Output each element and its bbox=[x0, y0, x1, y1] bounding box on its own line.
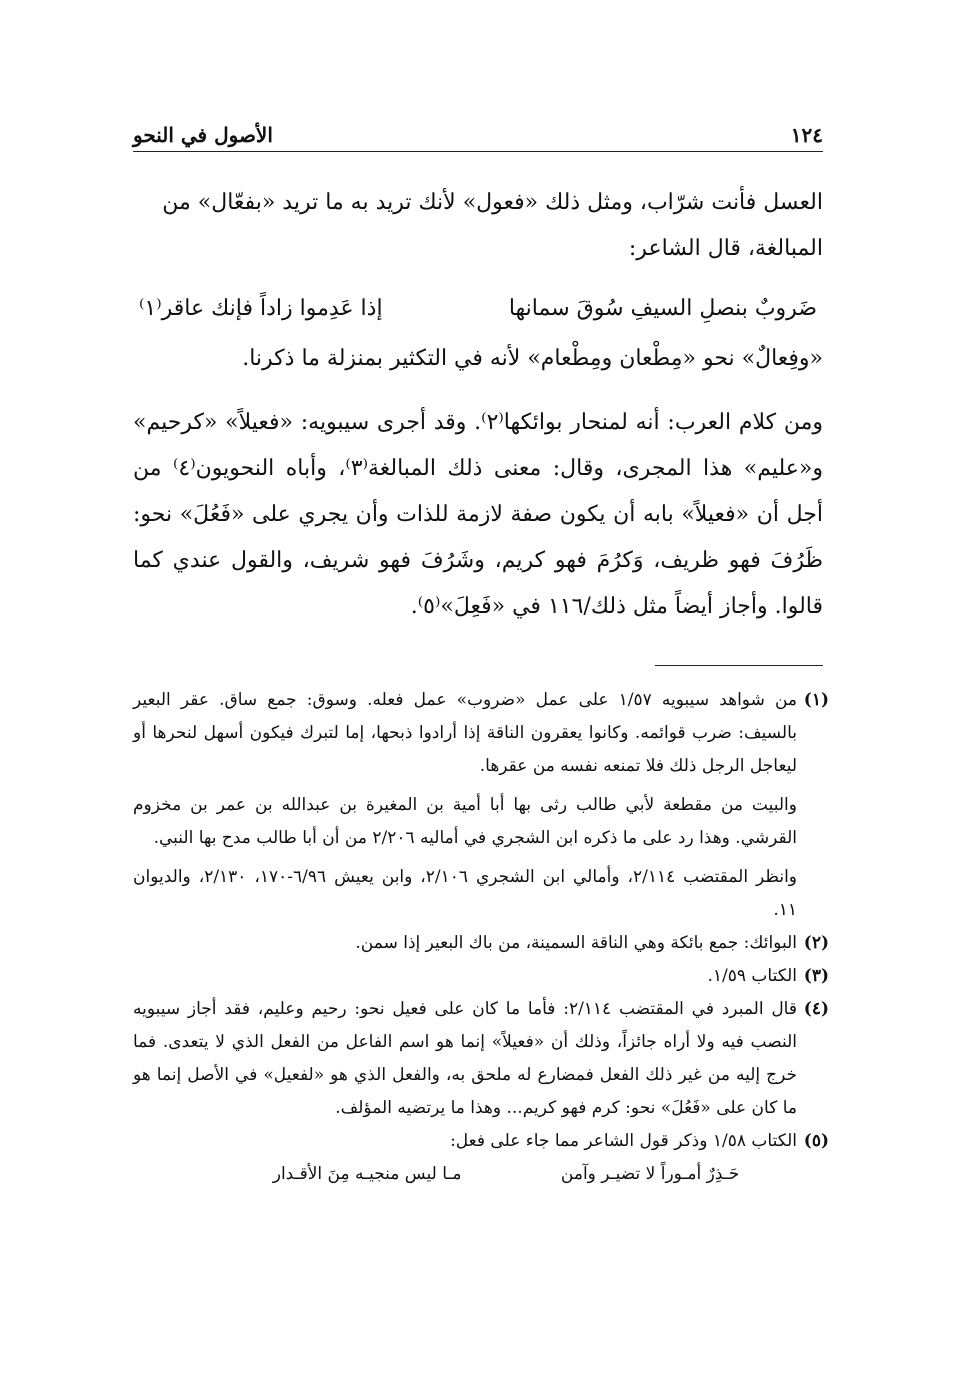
verse-first-hemistich: ضَروبٌ بنصلِ السيفِ سُوقَ سمانها bbox=[508, 296, 817, 321]
verse-first-hemistich: حَـذِرٌ أمـوراً لا تضيـر وآمن bbox=[560, 1164, 740, 1184]
footnote-text: من شواهد سيبويه ١/٥٧ على عمل «ضروب» عمل فعله. وسوق: جمع ساق. عقر البعير بالسيف: ضرب قوائمه. وكانوا يعقرون الناقة إذا أرادوا ذبحها، إما لتبرك فيكون أسهل لنحرها أو ليعاجل الرجل ذلك فلا تمنعه نفسه من عقرها. bbox=[133, 690, 798, 776]
footnote-separator bbox=[655, 665, 823, 666]
footnote-1-references: وانظر المقتضب ٢/١١٤، وأمالي ابن الشجري ٢/١٠٦، وابن يعيش ٦/٩٦-١٧٠، ٢/١٣٠، والديوان ١١. bbox=[133, 867, 798, 920]
footnote-1-continuation: والبيت من مقطعة لأبي طالب رثى بها أبا أمية بن المغيرة بن عبدالله بن عمر بن مخزوم القرشي. وهذا رد على ما ذكره ابن الشجري في أماليه ٢/٢٠٦ من أن أبا طالب مدح بها النبي. bbox=[133, 795, 797, 848]
footnote-number: (١) bbox=[803, 690, 829, 710]
footnote-number: (٤) bbox=[803, 999, 829, 1019]
footnote-number: (٥) bbox=[803, 1131, 829, 1151]
paragraph-line: المبالغة، قال الشاعر: bbox=[628, 236, 823, 261]
main-text bbox=[133, 180, 823, 630]
verse-second-hemistich: إذا عَدِموا زاداً فإنك عاقر⁽١⁾ bbox=[139, 296, 383, 321]
footnote-text: البوائك: جمع بائكة وهي الناقة السمينة، من باك البعير إذا سمن. bbox=[355, 933, 797, 953]
footnote-5 bbox=[133, 1125, 829, 1158]
footnote-1 bbox=[133, 684, 829, 783]
footnote-4 bbox=[133, 993, 829, 1125]
footnote-3 bbox=[133, 960, 829, 993]
paragraph-line: «وفِعالٌ» نحو «مِطْعان ومِطْعام» لأنه في التكثير بمنزلة ما ذكرنا. bbox=[242, 346, 823, 371]
footnotes bbox=[133, 684, 829, 1191]
page-header bbox=[133, 118, 823, 152]
page-number: ١٢٤ bbox=[790, 123, 823, 147]
footnote-number: (٣) bbox=[803, 966, 829, 986]
paragraph: ومن كلام العرب: أنه لمنحار بوائكها⁽٢⁾. وقد أجرى سيبويه: «فعيلاً» «كرحيم» و«عليم» هذا المجرى، وقال: معنى ذلك المبالغة⁽٣⁾، وأباه النحويون⁽٤⁾ من أجل أن «فعيلاً» بابه أن يكون صفة لازمة للذات وأن يجري على «فَعُلَ» نحو: ظَرُفَ فهو ظريف، وَكرُمَ فهو كريم، وشَرُفَ فهو شريف، والقول عندي كما قالوا. وأجاز أيضاً مثل ذلك/١١٦ في «فَعِلَ»⁽٥⁾. bbox=[133, 410, 823, 619]
poetry-verse bbox=[133, 286, 823, 332]
verse-second-hemistich: مـا ليس منجيـه مِنَ الأقـدار bbox=[272, 1164, 462, 1184]
footnote-verse bbox=[133, 1158, 829, 1191]
footnote-2 bbox=[133, 927, 829, 960]
running-title: الأصول في النحو bbox=[133, 123, 273, 147]
footnote-text: قال المبرد في المقتضب ٢/١١٤: فأما ما كان على فعيل نحو: رحيم وعليم، فقد أجاز سيبويه النصب فيه ولا أراه جائزاً، وذلك أن «فعيلاً» إنما هو اسم الفاعل من الفعل الذي لا يتعدى. فما خرج إليه من غير ذلك الفعل فمضارع له ملحق به، والفعل الذي هو «لفعيل» في الأصل إنما هو ما كان على «فَعُلَ» نحو: كرم فهو كريم... وهذا ما يرتضيه المؤلف. bbox=[133, 999, 797, 1118]
paragraph-line: العسل فأنت شرّاب، ومثل ذلك «فعول» لأنك تريد به ما تريد «بفعّال» من bbox=[162, 190, 823, 215]
footnote-number: (٢) bbox=[803, 933, 829, 953]
footnote-text: الكتاب ١/٥٩. bbox=[707, 966, 797, 986]
footnote-text: الكتاب ١/٥٨ وذكر قول الشاعر مما جاء على فعل: bbox=[450, 1131, 797, 1151]
